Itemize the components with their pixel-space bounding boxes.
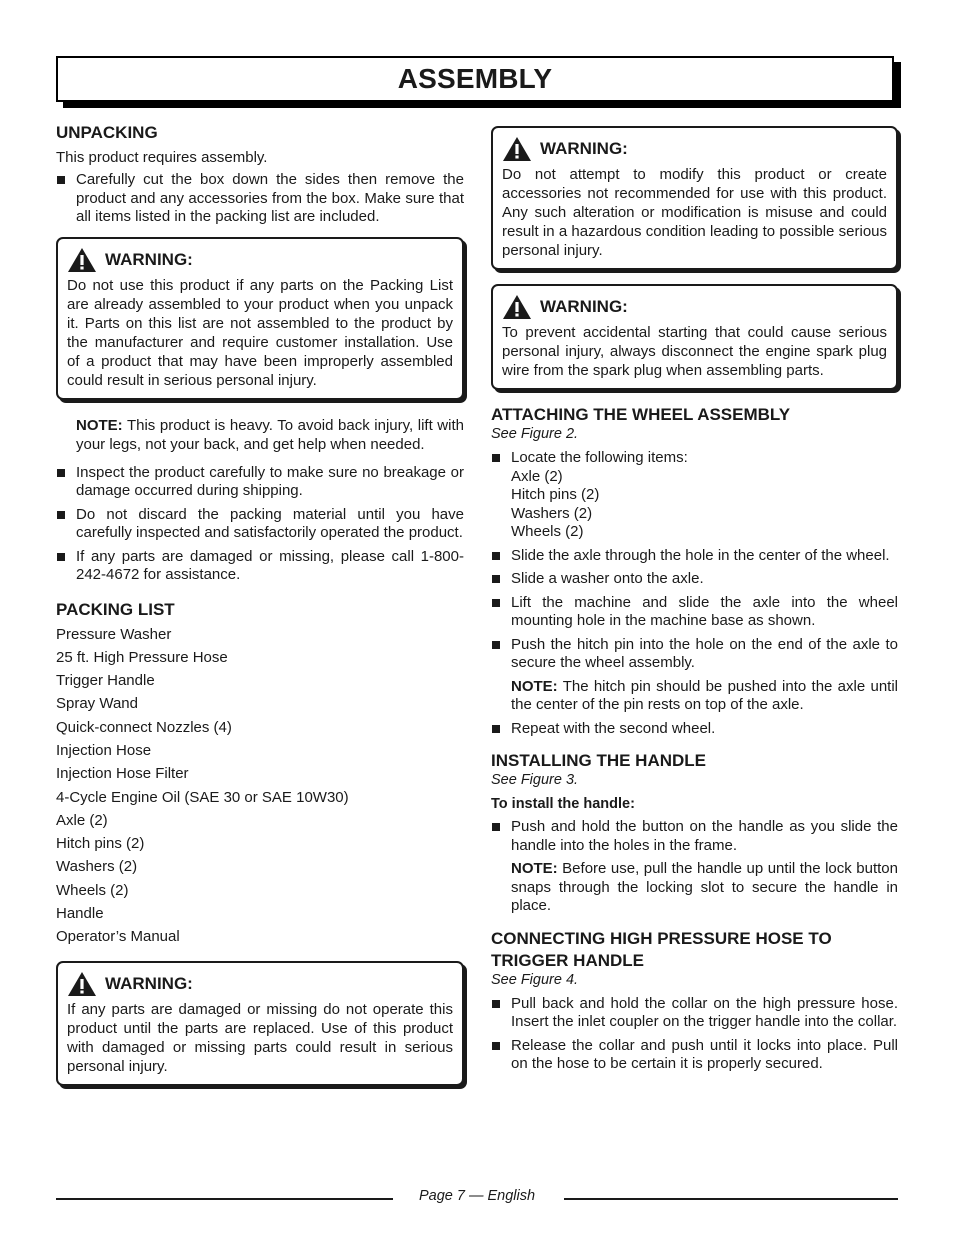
list-item: Pull back and hold the collar on the high pressure hose. Insert the inlet coupler on the trigger handle into the collar.: [491, 995, 898, 1032]
inspection-list: [56, 464, 464, 585]
list-item: Inspect the product carefully to make sure no breakage or damage occurred during shipping.: [56, 464, 464, 501]
list-item: Trigger Handle: [56, 672, 155, 690]
left-column: [56, 122, 464, 1086]
warning-box: [56, 961, 464, 1086]
warning-triangle-icon: [67, 247, 97, 273]
list-item: Carefully cut the box down the sides then remove the product and any accessories from the box. Make sure that all items listed in the packing list are included.: [56, 171, 464, 227]
note-handle: NOTE: Before use, pull the handle up until the lock button snaps through the locking slot to secure the handle in place.: [511, 860, 898, 914]
warning-text: To prevent accidental starting that could cause serious personal injury, always disconnect the engine spark plug wire from the spark plug when assembling parts.: [502, 324, 887, 379]
list-item: If any parts are damaged or missing, please call 1-800-242-4672 for assistance.: [56, 548, 464, 585]
list-item: Washers (2): [56, 858, 138, 876]
figure-reference: See Figure 3.: [491, 772, 579, 788]
list-item: 25 ft. High Pressure Hose: [56, 648, 228, 666]
note-heavy: NOTE: This product is heavy. To avoid back injury, lift with your legs, not your back, and get help when needed.: [76, 416, 464, 453]
warning-box: [56, 237, 464, 400]
page-title-box: [56, 56, 894, 102]
list-item: Slide a washer onto the axle.: [491, 570, 898, 589]
warning-label: WARNING:: [105, 249, 193, 269]
warning-text: Do not use this product if any parts on the Packing List are already assembled to your product when you unpack it. Parts on this list are not assembled to the product by the manufacturer and require customer installation. Use of a product that may have been improperly assembled could result in serious personal injury.: [67, 276, 453, 389]
packing-list: [56, 623, 464, 949]
warning-box: [491, 126, 898, 270]
list-item: Repeat with the second wheel.: [491, 720, 898, 739]
list-item: Lift the machine and slide the axle into the wheel mounting hole in the machine base as shown.: [491, 594, 898, 631]
warning-text: Do not attempt to modify this product or create accessories not recommended for use with this product. Any such alteration or modification is misuse and could result in a hazardous condition leading to possible serious personal injury.: [502, 166, 887, 259]
warning-label: WARNING:: [105, 973, 193, 993]
list-item: 4-Cycle Engine Oil (SAE 30 or SAE 10W30): [56, 788, 349, 806]
list-item: Axle (2): [56, 811, 108, 829]
list-item: Operator’s Manual: [56, 928, 180, 946]
list-item: Quick-connect Nozzles (4): [56, 718, 232, 736]
list-item: Push and hold the button on the handle as you slide the handle into the holes in the frame. NOTE: Before use, pull the handle up until the lock button snaps through the locking slot to secure the handle in place.: [491, 818, 898, 916]
note-hitch-pin: NOTE: The hitch pin should be pushed into the axle until the center of the pin rests on top of the axle.: [511, 677, 898, 713]
warning-triangle-icon: [502, 294, 532, 320]
list-item: Injection Hose Filter: [56, 765, 189, 783]
figure-reference: See Figure 2.: [491, 426, 579, 442]
warning-box: [491, 284, 898, 390]
wheel-steps: [491, 449, 898, 738]
list-item: Push the hitch pin into the hole on the end of the axle to secure the wheel assembly. NOTE: The hitch pin should be pushed into the axle until the center of the pin rests on top of the axle.: [491, 636, 898, 715]
hose-steps: [491, 995, 898, 1074]
list-item: Locate the following items: Axle (2) Hitch pins (2) Washers (2) Wheels (2): [491, 449, 898, 542]
list-item: Spray Wand: [56, 695, 138, 713]
packing-list-heading: PACKING LIST: [56, 599, 175, 619]
page-number: Page 7 — English: [418, 1188, 536, 1204]
bullet-square: [57, 176, 65, 184]
warning-triangle-icon: [67, 971, 97, 997]
wheel-assembly-heading: ATTACHING THE WHEEL ASSEMBLY: [491, 405, 791, 424]
list-item: Wheels (2): [56, 881, 129, 899]
handle-heading: INSTALLING THE HANDLE: [491, 751, 707, 770]
unpacking-intro: This product requires assembly.: [56, 149, 268, 166]
list-item: Do not discard the packing material until you have carefully inspected and satisfactorily operated the product.: [56, 506, 464, 543]
handle-steps: [491, 818, 898, 916]
list-item: Pressure Washer: [56, 625, 172, 643]
list-item: Release the collar and push until it locks into place. Pull on the hose to be certain it is properly secured.: [491, 1037, 898, 1074]
list-item: Injection Hose: [56, 741, 152, 759]
warning-triangle-icon: [502, 136, 532, 162]
figure-reference: See Figure 4.: [491, 971, 579, 988]
right-column: [491, 126, 898, 1079]
warning-label: WARNING:: [540, 297, 628, 316]
unpacking-list: [56, 171, 464, 227]
list-item: Handle: [56, 905, 104, 923]
warning-text: If any parts are damaged or missing do not operate this product until the parts are replaced. Use of this product with damaged or missing parts could result in serious personal injury.: [67, 1000, 453, 1075]
unpacking-heading: UNPACKING: [56, 123, 158, 142]
warning-label: WARNING:: [540, 139, 628, 158]
page-footer: [56, 1188, 898, 1208]
handle-subheading: To install the handle:: [491, 796, 635, 812]
hose-heading: CONNECTING HIGH PRESSURE HOSE TO TRIGGER HANDLE: [491, 928, 832, 970]
page-title: ASSEMBLY: [397, 63, 553, 94]
list-item: Hitch pins (2): [56, 835, 145, 853]
list-item: Slide the axle through the hole in the center of the wheel.: [491, 547, 898, 566]
